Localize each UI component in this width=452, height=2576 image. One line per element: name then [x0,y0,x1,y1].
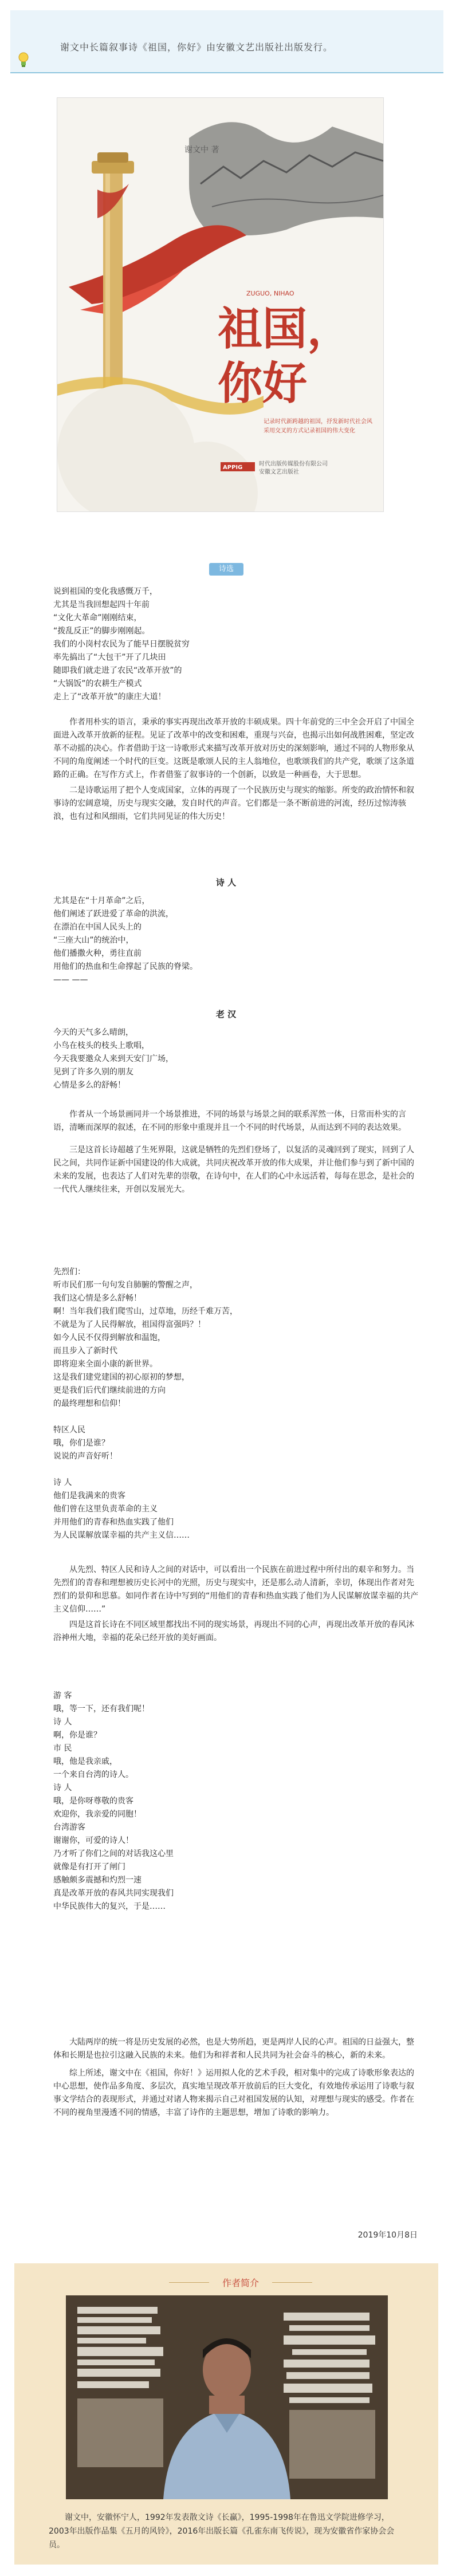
poem-line: 率先搞出了“大包干”开了几块田 [53,653,166,662]
lightbulb-icon [17,52,30,69]
poem-line: 中华民族伟大的复兴，于是…… [53,1902,166,1911]
intro-poem [53,585,420,704]
poem-line: 哦，是你呀尊敬的贵客 [53,1797,133,1806]
dialogue-poem [53,1689,420,1913]
publisher-logo: APPIG [223,464,243,471]
article-paragraph: 大陆两岸的统一将是历史发展的必然，也是大势所趋，更是两岸人民的心声。祖国的日益强大，整体和长期是也拉引这融入民族的未来。他们为和祥者和人民共同为社会奋斗的核心，新的未来。 [53,2038,414,2060]
poem-line: 诗 人 [53,1718,72,1727]
poem-line: 在漂泊在中国人民头上的 [53,923,142,932]
poem-line: 就像是有打开了闸门 [53,1862,125,1872]
poem-line: “文化大革命”刚刚结束， [53,613,142,623]
poem-line: “三座大山”的统治中， [53,936,134,945]
poem-line: 乃才听了你们之间的对话我这心里 [53,1849,174,1858]
poem-line: 他们阐述了跃进爱了革命的洪流， [53,909,174,919]
poem-line: 走上了“改革开放”的康庄大道！ [53,692,166,702]
cover-publisher-1: 时代出版传媒股份有限公司 [259,461,328,467]
poem-line: 尤其是当我回想起四十年前 [53,600,150,609]
date-signature: 2019年10月8日 [357,2231,418,2240]
poem-line: 他们播撒火种，勇往直前 [53,949,142,958]
poem-line: 而且步入了新时代 [53,1346,117,1356]
poem-line: 我们的小岗村农民为了能早日摆脱贫穷 [53,640,190,649]
poem-line: 如今人民不仅得到解放和温饱， [53,1333,166,1342]
poem-line: 哦，你们是谁？ [53,1439,109,1448]
poem-line: 更是我们后代们继续前进的方向 [53,1386,166,1395]
section-heading: 老 汉 [215,1009,237,1019]
article-section-2 [53,1108,420,1196]
cover-blurb-1: 记录时代新跨越的祖国，抒发新时代社会风 [264,419,372,425]
poem-line: 市 民 [53,1744,72,1753]
article-paragraph: 作者用朴实的语言，秉承的事实再现出改革开放的丰硕成果。四十年前党的三中全会开启了中国全面进入改革开放新的征程。见证了改革中的改变和困难，重现与兴奋，也揭示出如何战胜困难，坚定改革不动摇的决心。作者借助于这一诗歌形式来描写改革开放对历史的深刻影响，通过不同的人物形象从不同的角度阐述一个时代的巨变。这既是歌颂人民的主人翁地位，也歌颂我们的共产党，歌颂了这条道路的正确。在写作方式上，作者借鉴了叙事诗的一个创新，以致是一种画卷，大于思想。 [53,718,414,779]
poem-line: 用他们的热血和生命撑起了民族的脊梁。 [53,962,198,971]
cover-artwork [57,98,383,511]
poem-spacer [53,1463,420,1476]
poem-line: 啊，你是谁？ [53,1731,101,1740]
poem-line: “大锅饭”的农耕生产模式 [53,679,142,688]
section1-poem [53,895,420,987]
poem-line: 即将迎来全面小康的新世界。 [53,1360,158,1369]
article-paragraph: 作者从一个场景画同并一个场景推进，不同的场景与场景之间的联系浑然一体，日常而朴实的言语，清晰而深厚的叙述，在不同的形象中重现并且一个不同的时代场景，从而达到不同的表达效果。 [53,1110,406,1132]
poem-line: 诗 人 [53,1478,72,1487]
book-cover-image [57,98,383,511]
poem-line: 我们这心情是多么舒畅！ [53,1294,142,1303]
article-section-3 [53,1563,420,1645]
poem-spacer [53,1411,420,1424]
poem-line: 说到祖国的变化我感慨万千， [53,587,158,596]
article-paragraph: 二是诗歌运用了把个人变成国家，立体的再现了一个民族历史与现实的缩影。所变的政治情怀和叙事诗的宏阔意境，历史与现实交融，发自时代的声音。它们都是一条不断前进的河流，经历过惊涛骇浪，也有过和风细雨，它们共同见证的伟大历史！ [53,786,414,821]
poem-line: 他们是我满来的贵客 [53,1491,125,1500]
poem-line: 见到了许多久别的朋友 [53,1068,133,1077]
poem-line: 今天的天气多么晴朗， [53,1028,133,1037]
poem-line: 哦，等一下，还有我们呢！ [53,1704,150,1714]
poem-line: 游 客 [53,1691,72,1700]
poem-line: 这是我们建党建国的初心原初的梦想， [53,1373,190,1382]
banner-text: 谢文中长篇叙事诗《祖国，你好》由安徽文艺出版社出版发行。 [60,42,333,53]
article-paragraph: 综上所述，谢文中在《祖国，你好！》运用拟人化的艺术手段，相对集中的完成了诗歌形象表达的中心思想，使作品多角度、多层次，真实地呈现改革开放前后的巨大变化，有效地传承运用了诗歌与叙事文学结合的表现形式，并通过对诸人物来揭示自己对祖国发展的认知，对理想与现实的感受。作者在不同的视角里漫透不同的情感，丰富了诗作的主题思想，增加了诗歌的影响力。 [53,2069,414,2117]
poem-line: 的最终理想和信仰！ [53,1399,125,1408]
poem-line: 不就是为了人民得解放，祖国得富强吗？！ [53,1320,206,1329]
article-section-4 [53,2036,420,2120]
poem-line: 今天我要邀众人来到天安门广场， [53,1054,174,1064]
poem-line: 一个来自台湾的诗人。 [53,1770,133,1779]
poem-line: 为人民谋解放谋幸福的共产主义信…… [53,1531,190,1540]
cover-blurb-2: 采用交叉的方式记录祖国的伟大变化 [264,428,355,434]
poem-line: 特区人民 [53,1425,85,1435]
cover-title-1: 祖国， [218,303,352,355]
poem-line: 听市民们那一句句发自肺腑的警醒之声， [53,1281,198,1290]
section2-poem [53,1026,420,1092]
article-section-1 [53,716,420,824]
poem-line: 真是改革开放的春风共同实现我们 [53,1889,174,1898]
poem-line: 谢谢你，可爱的诗人！ [53,1836,133,1845]
cover-pinyin: ZUGUO, NIHAO [246,290,294,297]
poem-line: “拨乱反正”的脚步刚刚起。 [53,627,150,636]
poem-line: 他们曾在这里负责革命的主义 [53,1504,158,1514]
section-heading: 诗 人 [215,877,237,888]
article-paragraph: 三是这首长诗超越了生死界限，这就是牺牲的先烈们登场了，以复活的灵魂回到了现实，回到了人民之间，共同作证新中国建设的伟大成就，共同庆祝改革开放的伟大成果，并让他们参与到了新中国的未来的发展，也表达了人们对先辈的崇敬，在诗句中，在人们的心中永远活着，每每在思念，是社会的一代代人继续往来，开创以发展光大。 [53,1145,414,1194]
author-panel [14,2263,438,2565]
poem-line: 随即我们就走进了农民“改革开放”的 [53,666,182,675]
poem-line: 小鸟在枝头的枝头上歌唱， [53,1041,150,1050]
poem-line: 并用他们的青春和热血实践了他们 [53,1518,174,1527]
poem-line: 尤其是在“十月革命”之后， [53,896,150,905]
author-bio: 谢文中，安徽怀宁人，1992年发表散文诗《长赢》，1995-1998年在鲁迅文学院进修学习，2003年出版作品集《五月的风铃》，2016年出版长篇《孔雀东南飞传说》，现为安徽省作家协会会员。 [49,2513,395,2550]
article-paragraph: 从先烈、特区人民和诗人之间的对话中，可以看出一个民族在前进过程中所付出的艰辛和努力。当先烈们的青春和理想被历史长河中的光照，历史与现实中，还是那么动人清新，幸切，体现出作者对先烈们的景仰和思慕。如同作者在诗中写到的“用他们的青春和热血实践了他们为人民谋解放谋幸福的共产主义信仰……” [53,1565,419,1614]
poem-line: 先烈们： [53,1267,85,1277]
poem-line: 诗 人 [53,1783,72,1793]
author-photo [66,2295,388,2499]
poem-line: —— —— [53,975,88,984]
poem-2 [53,1266,420,1542]
poem-line: 说说的声音好听！ [53,1452,117,1461]
poem-line: 心情是多么的舒畅！ [53,1081,125,1090]
article-paragraph: 四是这首长诗在不同区域里都找出不同的现实场景，再现出不同的心声，再现出改革开放的春风沐浴神州大地，幸福的花朵已经开放的美好画面。 [53,1620,414,1643]
poem-line: 啊！当年我们我们爬雪山，过草地，历经千难万苦， [53,1307,238,1316]
poem-line: 台湾游客 [53,1823,85,1832]
cover-publisher-2: 安徽文艺出版社 [259,469,299,475]
poem-line: 欢迎你，我亲爱的同胞！ [53,1810,142,1819]
poem-line: 哦，他是我亲戚， [53,1757,117,1766]
section-tag: 诗选 [209,563,243,576]
cover-title-2: 你好 [218,357,308,409]
poem-line: 感触颇多震撼和灼烈一速 [53,1876,142,1885]
cover-author: 谢文中 著 [184,145,219,155]
author-section-title: 作者简介 [209,2276,272,2289]
